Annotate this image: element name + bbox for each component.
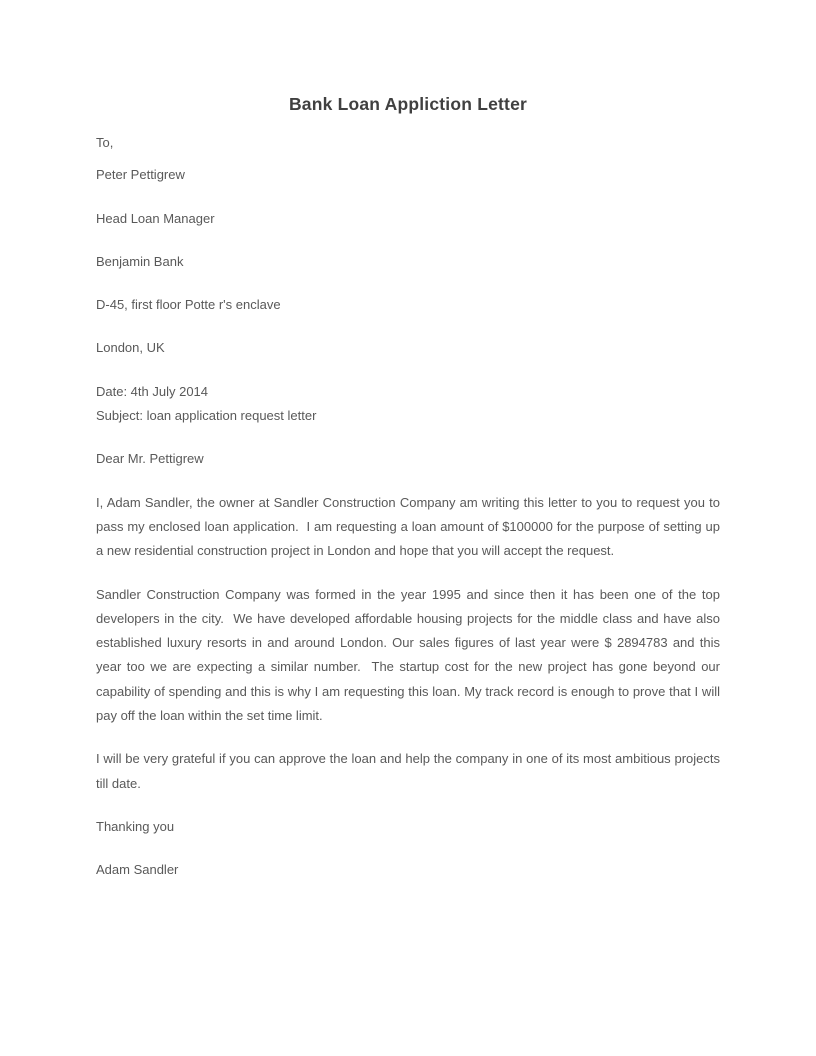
- letter-title: Bank Loan Appliction Letter: [288, 94, 528, 114]
- body-paragraph-3: I will be very grateful if you can approve the loan and help the company in one of its most ambitious projects till date.: [96, 751, 724, 791]
- letter-to-label: To,: [96, 135, 114, 150]
- recipient-name: Peter Pettigrew: [96, 167, 185, 183]
- date-line: Date: 4th July 2014: [96, 383, 209, 399]
- recipient-organization: Benjamin Bank: [96, 253, 184, 269]
- recipient-address-line2: London, UK: [96, 340, 165, 356]
- signature-name: Adam Sandler: [96, 862, 179, 878]
- closing: Thanking you: [96, 818, 175, 834]
- subject-line: Subject: loan application request letter: [96, 408, 317, 424]
- greeting: Dear Mr. Pettigrew: [96, 451, 204, 467]
- body-paragraph-1: I, Adam Sandler, the owner at Sandler Construction Company am writing this letter to you to request you to pass my enclosed loan application. I am requesting a loan amount of $100000 for the purpose of setting up a new residential construction project in London and hope that you will accept the request.: [96, 494, 724, 559]
- recipient-job-title: Head Loan Manager: [96, 210, 215, 226]
- body-paragraph-2: Sandler Construction Company was formed in the year 1995 and since then it has been one of the top developers in the city. We have developed affordable housing projects for the middle class and have also established luxury resorts in and around London. Our sales figures of last year were $ 2894783 and this year too we are expecting a similar number. The startup cost for the new project has gone beyond our capability of spending and this is why I am requesting this loan. My track record is enough to prove that I will pay off the loan within the set time limit.: [96, 586, 724, 724]
- recipient-address-line1: D-45, first floor Potte r's enclave: [96, 297, 281, 313]
